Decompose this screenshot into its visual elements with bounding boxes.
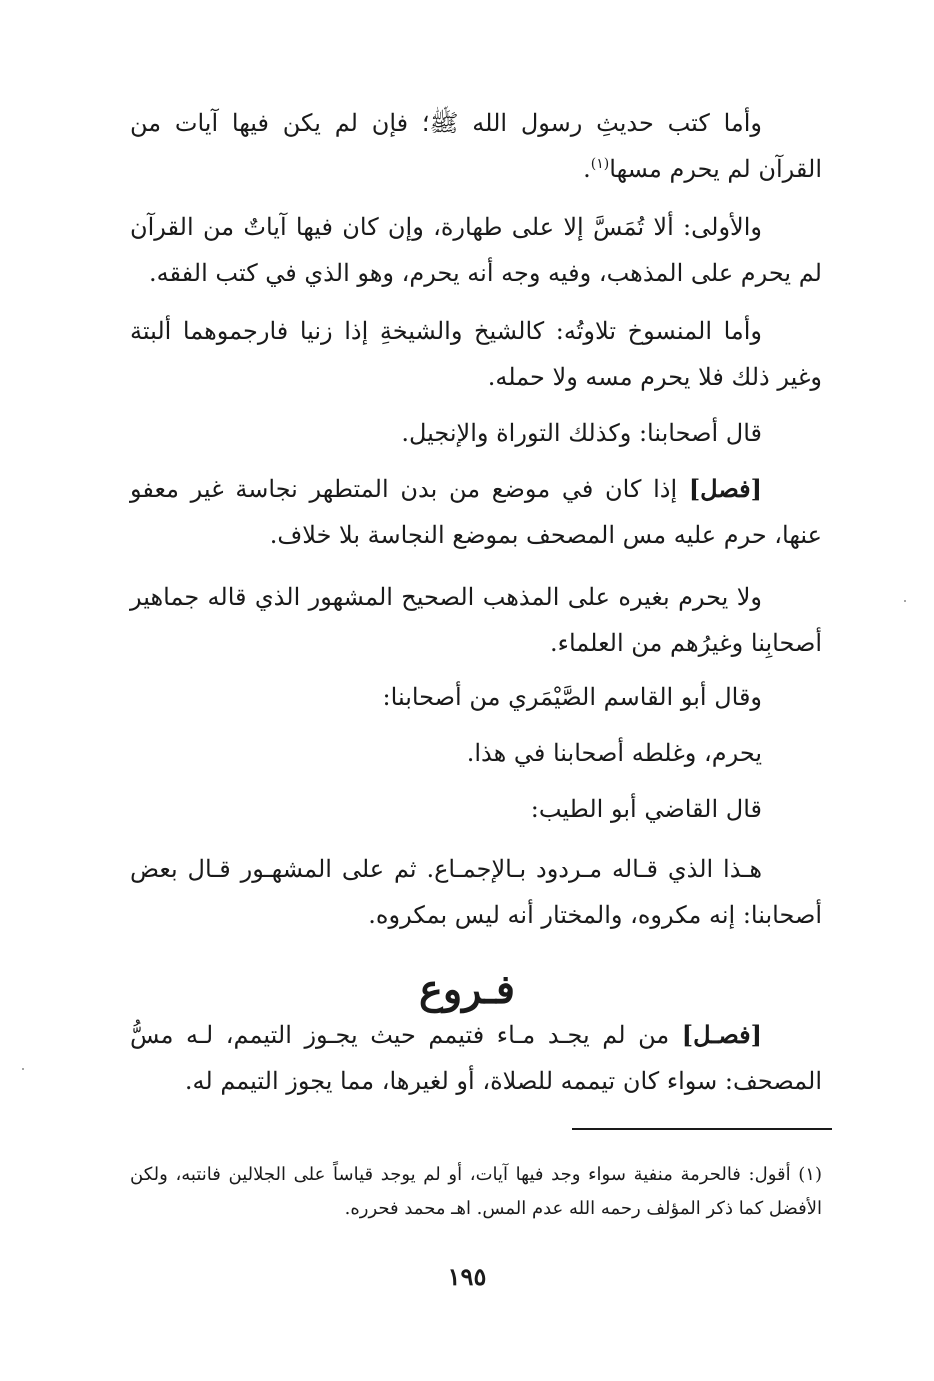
paragraph-9-text: قال القاضي أبو الطيب: — [530, 795, 762, 823]
section-label: [فصل] — [688, 474, 762, 503]
scan-speck — [22, 1068, 24, 1070]
scan-speck — [904, 600, 906, 602]
page-number: ١٩٥ — [447, 1262, 487, 1291]
paragraph-10-text: هـذا الذي قـاله مـردود بـالإجمـاع. ثم على المشهـور قـال بعض أصحابنا: إنه مكروه، والمختار أنه ليس بمكروه. — [130, 855, 822, 929]
paragraph-2 — [130, 204, 822, 296]
paragraph-8 — [130, 730, 822, 776]
paragraph-10 — [130, 846, 822, 938]
section-label-2: [فصـل] — [681, 1020, 762, 1049]
paragraph-2-text: والأولى: ألا تُمَسَّ إلا على طهارة، وإن كان فيها آياتٌ من القرآن لم يحرم على المذهب، وفيه وجه أنه يحرم، وهو الذي في كتب الفقه. — [130, 213, 822, 287]
footnote-divider — [572, 1128, 832, 1130]
paragraph-11-text: من لم يجـد مـاء فتيمم حيث يجـوز التيمم، لـه مسُّ المصحف: سواء كان تيممه للصلاة، أو لغيرها، مما يجوز التيمم له. — [130, 1021, 822, 1095]
paragraph-5 — [130, 466, 822, 558]
paragraph-4-text: قال أصحابنا: وكذلك التوراة والإنجيل. — [401, 419, 762, 447]
footnote-marker: (١) — [590, 156, 610, 172]
paragraph-3-text: وأما المنسوخ تلاوتُه: كالشيخ والشيخةِ إذا زنيا فارجموهما ألبتة وغير ذلك فلا يحرم مسه ولا حمله. — [130, 317, 822, 391]
paragraph-7 — [130, 674, 822, 720]
footnote: (١) أقول: فالحرمة منفية سواء وجد فيها آيات، أو لم يوجد قياساً على الجلالين فانتبه، ولكن الأفضل كما ذكر المؤلف رحمه الله عدم المس. اهـ محمد فحرره. — [130, 1164, 822, 1219]
paragraph-9 — [130, 786, 822, 832]
paragraph-1 — [130, 100, 822, 192]
paragraph-5-text: إذا كان في موضع من بدن المتطهر نجاسة غير معفو عنها، حرم عليه مس المصحف بموضع النجاسة بلا خلاف. — [130, 475, 822, 549]
paragraph-3 — [130, 308, 822, 400]
paragraph-6-text: ولا يحرم بغيره على المذهب الصحيح المشهور الذي قاله جماهير أصحابِنا وغيرُهم من العلماء. — [130, 583, 822, 657]
paragraph-6 — [130, 574, 822, 666]
paragraph-8-text: يحرم، وغلطه أصحابنا في هذا. — [466, 739, 762, 767]
paragraph-1-end: . — [583, 155, 591, 183]
section-heading: فـروع — [418, 966, 516, 1013]
paragraph-11 — [130, 1012, 822, 1104]
paragraph-7-text: وقال أبو القاسم الصَّيْمَري من أصحابنا: — [382, 683, 762, 711]
paragraph-1-text: وأما كتب حديثِ رسول الله ﷺ؛ فإن لم يكن فيها آيات من القرآن لم يحرم مسها — [130, 109, 822, 183]
paragraph-4 — [130, 410, 822, 456]
